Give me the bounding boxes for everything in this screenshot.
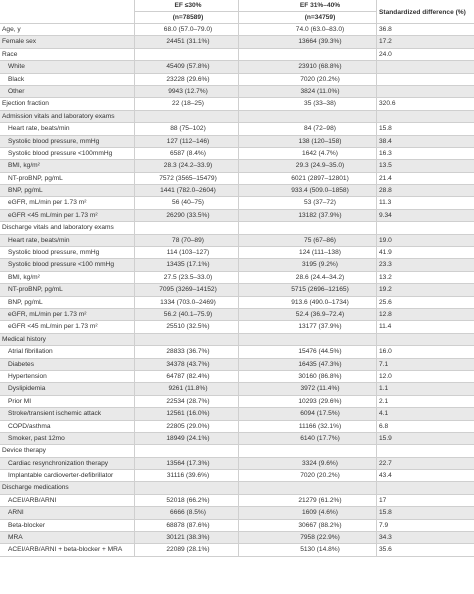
- table-row: [0, 544, 474, 556]
- row-label: Black: [8, 75, 25, 83]
- table-row: [0, 197, 474, 209]
- row-label: Beta-blocker: [8, 521, 46, 529]
- table-row: [0, 470, 474, 482]
- ef-31-40-value: 913.6 (490.0–1734): [291, 298, 349, 306]
- ef-30-value: 27.5 (23.5–33.0): [163, 273, 213, 281]
- row-label: Ejection fraction: [2, 100, 49, 108]
- table-section-row: [0, 334, 474, 346]
- table-row: [0, 495, 474, 507]
- ef-30-value: 31116 (39.6%): [166, 472, 210, 480]
- std-diff-value: 17.2: [379, 38, 392, 46]
- row-label: Heart rate, beats/min: [8, 125, 70, 133]
- table-row: [0, 123, 474, 135]
- row-label: Race: [2, 50, 18, 58]
- std-diff-value: 34.3: [379, 534, 392, 542]
- row-label: Systolic blood pressure <100mmHg: [8, 149, 113, 157]
- ef-30-value: 56.2 (40.1–75.9): [163, 310, 213, 318]
- row-label: ACEI/ARB/ARNI: [8, 496, 57, 504]
- row-label: eGFR, mL/min per 1.73 m²: [8, 310, 87, 318]
- table-section-row: [0, 49, 474, 61]
- std-diff-value: 25.6: [379, 298, 392, 306]
- ef-31-40-value: 933.4 (509.0–1858): [291, 187, 349, 195]
- row-label: Dyslipidemia: [8, 385, 46, 393]
- table-row: [0, 86, 474, 98]
- std-diff-value: 15.8: [379, 125, 392, 133]
- row-label: Implantable cardioverter-defibrillator: [8, 472, 114, 480]
- row-label: Device therapy: [2, 447, 46, 455]
- ef-30-value: 114 (103–127): [166, 249, 210, 257]
- ef-30-value: 1334 (703.0–2469): [160, 298, 216, 306]
- table-row: [0, 458, 474, 470]
- ef-31-40-value: 21279 (61.2%): [298, 496, 342, 504]
- ef-30-value: 6587 (8.4%): [170, 149, 206, 157]
- row-label: Systolic blood pressure, mmHg: [8, 249, 100, 257]
- ef-31-40-value: 53 (37–72): [304, 199, 336, 207]
- table-row: [0, 259, 474, 271]
- ef-30-value: 68.0 (57.0–79.0): [163, 26, 213, 33]
- row-label: NT-proBNP, pg/mL: [8, 286, 63, 294]
- table-row: [0, 520, 474, 532]
- std-diff-value: 2.1: [379, 397, 389, 405]
- ef-30-value: 88 (75–102): [170, 125, 206, 133]
- ef-30-value: 56 (40–75): [172, 199, 204, 207]
- std-diff-value: 38.4: [379, 137, 392, 145]
- row-label: Female sex: [2, 38, 37, 46]
- ef-31-40-value: 138 (120–158): [298, 137, 342, 145]
- ef-31-40-value: 3824 (11.0%): [300, 87, 340, 95]
- row-label: NT-proBNP, pg/mL: [8, 174, 63, 182]
- row-label: ARNI: [8, 509, 24, 517]
- ef-31-40-value: 84 (72–98): [304, 125, 336, 133]
- ef-31-40-value: 28.6 (24.4–34.2): [295, 273, 345, 281]
- row-label: eGFR, mL/min per 1.73 m²: [8, 199, 87, 207]
- table-row: [0, 532, 474, 544]
- ef-30-value: 45409 (57.8%): [166, 63, 210, 71]
- table-row: [0, 24, 474, 36]
- table-section-row: [0, 482, 474, 494]
- std-diff-value: 19.2: [379, 286, 392, 294]
- ef-30-value: 22534 (28.7%): [166, 397, 210, 405]
- ef-30-value: 24451 (31.1%): [166, 38, 210, 46]
- std-diff-value: 16.3: [379, 149, 392, 157]
- row-label: BMI, kg/m²: [8, 162, 40, 170]
- ef-31-40-value: 15476 (44.5%): [298, 348, 342, 356]
- ef-30-value: 127 (112–146): [166, 137, 210, 145]
- row-label: Systolic blood pressure <100 mmHg: [8, 261, 115, 269]
- table-row: [0, 321, 474, 333]
- ef-30-value: 9943 (12.7%): [168, 87, 208, 95]
- row-label: Medical history: [2, 335, 46, 343]
- row-label: Smoker, past 12mo: [8, 434, 65, 442]
- ef-30-value: 78 (70–89): [172, 236, 204, 244]
- row-label: BNP, pg/mL: [8, 298, 43, 306]
- row-label: Discharge vitals and laboratory exams: [2, 224, 114, 232]
- std-diff-value: 43.4: [379, 472, 392, 480]
- std-diff-value: 17: [379, 496, 387, 504]
- table-row: [0, 346, 474, 358]
- std-diff-value: 11.3: [379, 199, 392, 207]
- ef-30-header: EF ≤30%: [174, 2, 202, 9]
- row-label: MRA: [8, 534, 23, 542]
- ef-31-40-value: 30667 (88.2%): [298, 521, 342, 529]
- ef-31-40-value: 16435 (47.3%): [298, 360, 342, 368]
- ef-31-40-value: 23910 (68.8%): [298, 63, 342, 71]
- table-row: [0, 396, 474, 408]
- std-diff-value: 35.6: [379, 546, 392, 554]
- table-row: [0, 235, 474, 247]
- ef-31-40-value: 7020 (20.2%): [300, 472, 340, 480]
- ef-30-value: 22 (18–25): [172, 100, 204, 108]
- row-label: BMI, kg/m²: [8, 273, 40, 281]
- table-row: [0, 61, 474, 73]
- std-diff-value: 21.4: [379, 174, 392, 182]
- ef-31-40-value: 7958 (22.9%): [300, 534, 340, 542]
- ef-31-40-n: (n=34759): [304, 14, 336, 21]
- std-diff-value: 36.8: [379, 26, 392, 33]
- ef-30-value: 13564 (17.3%): [166, 459, 210, 467]
- table-row: [0, 408, 474, 420]
- ef-31-40-value: 13182 (37.9%): [298, 211, 342, 219]
- row-label: Admission vitals and laboratory exams: [2, 112, 115, 120]
- ef-30-value: 26290 (33.5%): [166, 211, 210, 219]
- std-diff-value: 23.3: [379, 261, 392, 269]
- ef-30-value: 1441 (782.0–2604): [160, 187, 216, 195]
- ef-30-value: 6666 (8.5%): [170, 509, 206, 517]
- ef-30-value: 68878 (87.6%): [166, 521, 210, 529]
- table-row: [0, 421, 474, 433]
- ef-31-40-value: 1609 (4.6%): [302, 509, 338, 517]
- std-diff-value: 13.5: [379, 162, 392, 170]
- table-row: [0, 371, 474, 383]
- table-row: [0, 309, 474, 321]
- std-diff-value: 12.0: [379, 372, 392, 380]
- ef-31-40-value: 6140 (17.7%): [300, 434, 340, 442]
- table-row: [0, 383, 474, 395]
- row-label: White: [8, 63, 25, 71]
- std-diff-header: Standardized difference (%): [379, 9, 466, 16]
- table-row: [0, 74, 474, 86]
- row-label: Age, y: [2, 26, 21, 33]
- table-row: [0, 173, 474, 185]
- row-label: Stroke/transient ischemic attack: [8, 410, 102, 418]
- std-diff-value: 7.1: [379, 360, 389, 368]
- table-row: [0, 98, 474, 110]
- ef-30-n: (n=78589): [172, 14, 204, 21]
- ef-31-40-value: 6021 (2897–12801): [291, 174, 349, 182]
- table-row: [0, 433, 474, 445]
- table-section-row: [0, 111, 474, 123]
- ef-30-value: 9261 (11.8%): [168, 385, 208, 393]
- ef-31-40-value: 3972 (11.4%): [300, 385, 340, 393]
- ef-31-40-value: 7020 (20.2%): [300, 75, 340, 83]
- row-label: Systolic blood pressure, mmHg: [8, 137, 100, 145]
- ef-31-40-value: 75 (67–86): [304, 236, 336, 244]
- std-diff-value: 15.9: [379, 434, 392, 442]
- row-label: Discharge medications: [2, 484, 69, 492]
- std-diff-value: 24.0: [379, 50, 392, 58]
- std-diff-value: 6.8: [379, 422, 389, 430]
- ef-31-40-value: 124 (111–138): [299, 249, 341, 257]
- table-row: [0, 359, 474, 371]
- table-row: [0, 284, 474, 296]
- ef-31-40-header: EF 31%–40%: [299, 2, 341, 9]
- row-label: eGFR <45 mL/min per 1.73 m²: [8, 211, 98, 219]
- ef-31-40-value: 10293 (29.6%): [298, 397, 342, 405]
- std-diff-value: 11.4: [379, 323, 392, 331]
- row-label: Cardiac resynchronization therapy: [8, 459, 109, 467]
- table-row: [0, 36, 474, 48]
- ef-31-40-value: 29.3 (24.9–35.0): [295, 162, 345, 170]
- std-diff-value: 22.7: [379, 459, 392, 467]
- table-row: [0, 136, 474, 148]
- ef-31-40-value: 1642 (4.7%): [302, 149, 338, 157]
- ef-31-40-value: 5715 (2696–12165): [291, 286, 349, 294]
- ef-31-40-value: 5130 (14.8%): [300, 546, 340, 554]
- ef-30-value: 25510 (32.5%): [166, 323, 210, 331]
- ef-30-value: 13435 (17.1%): [166, 261, 210, 269]
- ef-30-value: 22089 (28.1%): [166, 546, 210, 554]
- row-label: ACEI/ARB/ARNI + beta-blocker + MRA: [8, 546, 123, 554]
- table-row: [0, 148, 474, 160]
- table-row: [0, 507, 474, 519]
- ef-31-40-value: 74.0 (63.0–83.0): [295, 26, 345, 33]
- table-body: [0, 24, 474, 557]
- ef-30-value: 64787 (82.4%): [166, 372, 210, 380]
- row-label: eGFR <45 mL/min per 1.73 m²: [8, 323, 98, 331]
- ef-31-40-value: 35 (33–38): [304, 100, 336, 108]
- ef-31-40-value: 3195 (9.2%): [302, 261, 338, 269]
- row-label: BNP, pg/mL: [8, 187, 43, 195]
- ef-30-value: 30121 (38.3%): [166, 534, 210, 542]
- table-row: [0, 297, 474, 309]
- ef-30-value: 28833 (36.7%): [166, 348, 210, 356]
- std-diff-value: 4.1: [379, 410, 389, 418]
- ef-30-value: 23228 (29.6%): [166, 75, 210, 83]
- row-label: Prior MI: [8, 397, 32, 405]
- std-diff-value: 16.0: [379, 348, 392, 356]
- row-label: Other: [8, 87, 25, 95]
- ef-31-40-value: 13177 (37.9%): [298, 323, 342, 331]
- std-diff-value: 28.8: [379, 187, 392, 195]
- ef-30-value: 12561 (16.0%): [166, 410, 210, 418]
- std-diff-value: 41.9: [379, 249, 392, 257]
- ef-31-40-value: 13664 (39.3%): [298, 38, 342, 46]
- ef-31-40-value: 52.4 (36.9–72.4): [295, 310, 345, 318]
- ef-31-40-value: 11166 (32.1%): [298, 422, 342, 430]
- std-diff-value: 7.9: [379, 521, 389, 529]
- table-row: [0, 185, 474, 197]
- table-section-row: [0, 222, 474, 234]
- row-label: Hypertension: [8, 372, 47, 380]
- row-label: Diabetes: [8, 360, 35, 368]
- ef-30-value: 52018 (66.2%): [166, 496, 210, 504]
- table-row: [0, 247, 474, 259]
- std-diff-value: 13.2: [379, 273, 392, 281]
- std-diff-value: 12.8: [379, 310, 392, 318]
- table-row: [0, 272, 474, 284]
- table-section-row: [0, 445, 474, 457]
- ef-30-value: 22805 (29.0%): [166, 422, 210, 430]
- ef-31-40-value: 30160 (86.8%): [298, 372, 342, 380]
- std-diff-value: 15.8: [379, 509, 392, 517]
- row-label: Atrial fibrillation: [8, 348, 53, 356]
- table-row: [0, 160, 474, 172]
- ef-31-40-value: 3324 (9.6%): [302, 459, 338, 467]
- row-label: COPD/asthma: [8, 422, 51, 430]
- ef-30-value: 7572 (3565–15479): [159, 174, 217, 182]
- table-header: [0, 0, 474, 24]
- row-label: Heart rate, beats/min: [8, 236, 70, 244]
- std-diff-value: 1.1: [379, 385, 389, 393]
- ef-31-40-value: 6094 (17.5%): [300, 410, 340, 418]
- std-diff-value: 9.34: [379, 211, 392, 219]
- std-diff-value: 19.0: [379, 236, 392, 244]
- std-diff-value: 320.6: [379, 100, 396, 108]
- ef-30-value: 28.3 (24.2–33.9): [163, 162, 213, 170]
- ef-30-value: 7095 (3269–14152): [159, 286, 217, 294]
- table-row: [0, 210, 474, 222]
- ef-30-value: 18949 (24.1%): [166, 434, 210, 442]
- ef-30-value: 34378 (43.7%): [166, 360, 210, 368]
